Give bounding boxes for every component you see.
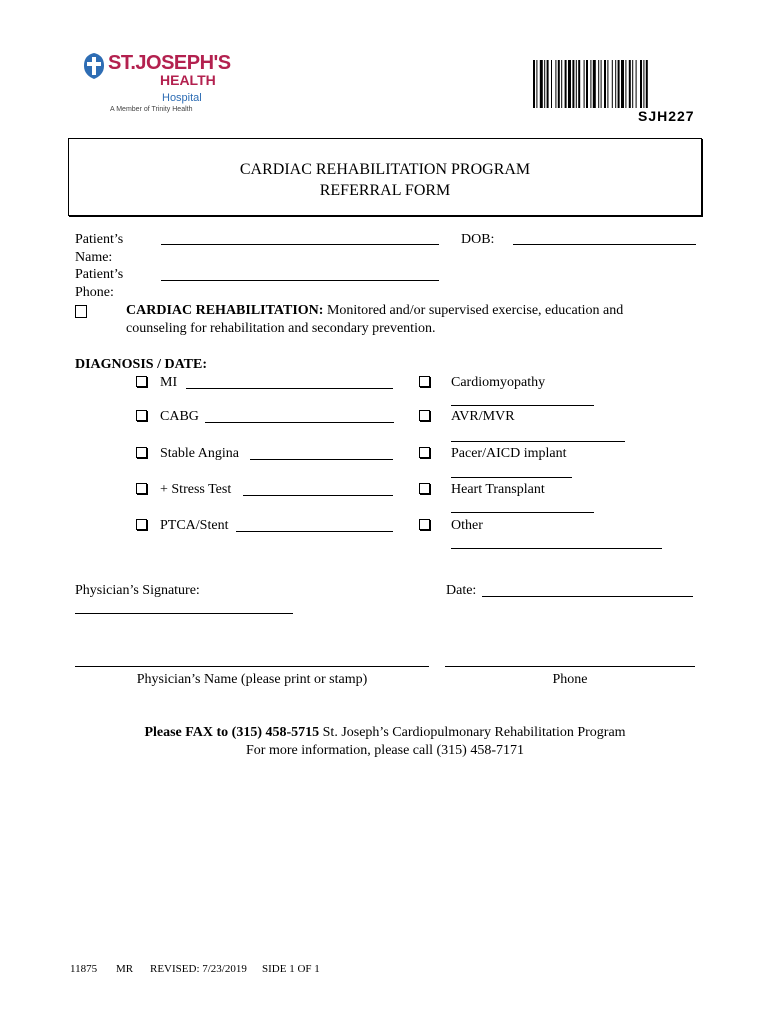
cabg-label: CABG <box>160 409 199 424</box>
barcode-bar <box>568 60 571 108</box>
barcode-graphic <box>533 60 695 108</box>
cabg-date-field[interactable] <box>205 422 394 423</box>
title-line-2: REFERRAL FORM <box>319 182 451 199</box>
barcode-bar <box>572 60 574 108</box>
barcode-bar <box>643 60 644 108</box>
ptca-stent-date-field[interactable] <box>236 531 393 532</box>
physician-name-label: Physician’s Name (please print or stamp) <box>136 672 368 687</box>
stress-test-checkbox[interactable] <box>136 483 147 494</box>
barcode-bar <box>590 60 591 108</box>
stress-test-date-field[interactable] <box>243 495 393 496</box>
date-field[interactable] <box>482 596 693 597</box>
avr-mvr-checkbox[interactable] <box>419 410 430 421</box>
logo-tagline: A Member of Trinity Health <box>110 106 193 113</box>
cardiomyopathy-label: Cardiomyopathy <box>451 375 546 390</box>
barcode-bar <box>646 60 648 108</box>
dob-field[interactable] <box>513 244 696 245</box>
barcode-bar <box>629 60 631 108</box>
barcode-bar <box>604 60 606 108</box>
barcode-bar <box>640 60 642 108</box>
footer-revised: REVISED: 7/23/2019 <box>150 963 247 975</box>
logo-hospital: Hospital <box>162 92 202 104</box>
program-description-2: counseling for rehabilitation and secondary prevention. <box>126 321 436 336</box>
barcode-bar <box>565 60 567 108</box>
physician-signature-label: Physician’s Signature: <box>75 583 200 598</box>
fax-program: St. Joseph’s Cardiopulmonary Rehabilitation Program <box>319 725 626 740</box>
patient-phone-field[interactable] <box>161 280 439 281</box>
mi-checkbox[interactable] <box>136 376 147 387</box>
cardiomyopathy-checkbox[interactable] <box>419 376 430 387</box>
footer-form-number: 11875 <box>70 963 98 975</box>
barcode-bar <box>561 60 562 108</box>
barcode-bar <box>601 60 602 108</box>
patient-name-label-2: Name: <box>75 250 113 265</box>
heart-transplant-label: Heart Transplant <box>451 482 545 497</box>
patient-name-label-1: Patient’s <box>75 232 124 247</box>
barcode-bar <box>551 60 552 108</box>
barcode-bar <box>586 60 588 108</box>
patient-name-field[interactable] <box>161 244 439 245</box>
date-label: Date: <box>446 583 477 598</box>
other-label: Other <box>451 518 483 533</box>
barcode-bar <box>536 60 537 108</box>
mi-label: MI <box>160 375 178 390</box>
barcode-bar <box>615 60 616 108</box>
heart-transplant-checkbox[interactable] <box>419 483 430 494</box>
barcode-bar <box>625 60 626 108</box>
title-box <box>68 138 702 216</box>
program-line-1 <box>126 302 623 320</box>
program-description-1: Monitored and/or supervised exercise, education and <box>323 303 624 318</box>
barcode-bar <box>593 60 596 108</box>
barcode-bar <box>636 60 637 108</box>
barcode-bar <box>533 60 535 108</box>
cross-shield-icon <box>82 52 106 80</box>
patient-phone-label-1: Patient’s <box>75 267 124 282</box>
stable-angina-label: Stable Angina <box>160 446 239 461</box>
physician-phone-field[interactable] <box>445 666 695 667</box>
stable-angina-checkbox[interactable] <box>136 447 147 458</box>
barcode-bar <box>607 60 608 108</box>
footer-side: SIDE 1 OF 1 <box>262 963 320 975</box>
form-title <box>69 159 701 201</box>
physician-signature-field[interactable] <box>75 613 293 614</box>
barcode-bar <box>547 60 549 108</box>
program-heading: CARDIAC REHABILITATION: <box>126 303 324 318</box>
other-checkbox[interactable] <box>419 519 430 530</box>
patient-phone-label-2: Phone: <box>75 285 114 300</box>
physician-phone-label: Phone <box>552 672 588 687</box>
barcode-bar <box>598 60 599 108</box>
barcode-text: SJH227 <box>638 108 695 124</box>
barcode-bar <box>578 60 580 108</box>
barcode-bar <box>584 60 585 108</box>
avr-mvr-label: AVR/MVR <box>451 409 515 424</box>
barcode-bar <box>558 60 560 108</box>
physician-name-field[interactable] <box>75 666 429 667</box>
cardiomyopathy-date-field[interactable] <box>451 405 594 406</box>
fax-number: Please FAX to (315) 458-5715 <box>144 725 320 740</box>
avr-mvr-date-field[interactable] <box>451 441 625 442</box>
info-phone: For more information, please call (315) 458-7171 <box>246 743 524 758</box>
barcode-bar <box>618 60 620 108</box>
stress-test-label: + Stress Test <box>160 482 232 497</box>
barcode-bar <box>540 60 543 108</box>
cabg-checkbox[interactable] <box>136 410 147 421</box>
pacer-aicd-label: Pacer/AICD implant <box>451 446 567 461</box>
fax-instruction <box>0 724 770 742</box>
pacer-aicd-checkbox[interactable] <box>419 447 430 458</box>
stable-angina-date-field[interactable] <box>250 459 393 460</box>
other-date-field[interactable] <box>451 548 662 549</box>
barcode-bar <box>612 60 613 108</box>
cardiac-rehab-checkbox[interactable] <box>75 305 87 318</box>
diagnosis-heading: DIAGNOSIS / DATE: <box>75 357 207 372</box>
dob-label: DOB: <box>461 232 495 247</box>
barcode-bar <box>621 60 624 108</box>
ptca-stent-checkbox[interactable] <box>136 519 147 530</box>
mi-date-field[interactable] <box>186 388 393 389</box>
pacer-aicd-date-field[interactable] <box>451 477 572 478</box>
logo-health: HEALTH <box>160 72 216 88</box>
barcode-bar <box>544 60 545 108</box>
barcode-bar <box>576 60 577 108</box>
ptca-stent-label: PTCA/Stent <box>160 518 229 533</box>
heart-transplant-date-field[interactable] <box>451 512 594 513</box>
barcode-bar <box>632 60 633 108</box>
barcode-bar <box>555 60 556 108</box>
title-line-1: CARDIAC REHABILITATION PROGRAM <box>239 161 531 178</box>
logo-name: ST.JOSEPH'S <box>108 52 231 74</box>
footer-code: MR <box>116 963 134 975</box>
